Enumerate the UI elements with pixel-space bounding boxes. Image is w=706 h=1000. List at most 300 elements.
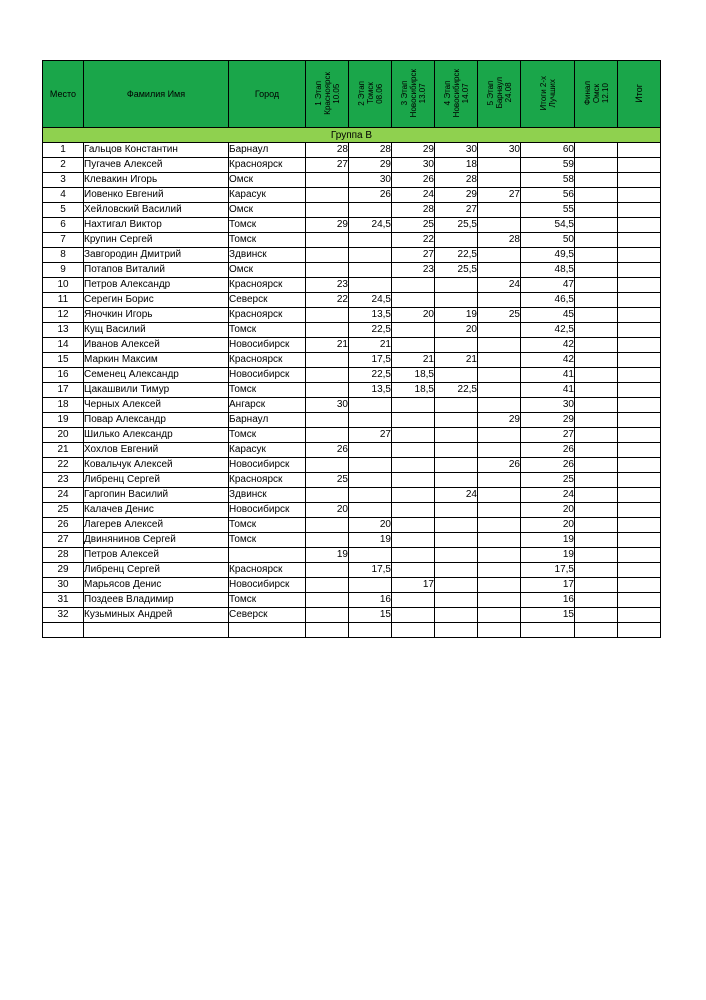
cell-best: 54,5 xyxy=(521,218,575,233)
header-row xyxy=(43,61,661,128)
cell-stage-5: 26 xyxy=(478,458,521,473)
cell-city: Томск xyxy=(229,593,306,608)
cell-stage-3: 22 xyxy=(392,233,435,248)
cell-city: Новосибирск xyxy=(229,503,306,518)
table-row xyxy=(43,533,661,548)
cell-stage-5 xyxy=(478,548,521,563)
table-row xyxy=(43,593,661,608)
cell-name: Завгородин Дмитрий xyxy=(84,248,229,263)
cell-stage-5 xyxy=(478,488,521,503)
cell-name: Черных Алексей xyxy=(84,398,229,413)
cell-stage-3: 30 xyxy=(392,158,435,173)
cell-best: 42,5 xyxy=(521,323,575,338)
cell-stage-2: 17,5 xyxy=(349,353,392,368)
cell-place: 10 xyxy=(43,278,84,293)
cell-place: 14 xyxy=(43,338,84,353)
cell-place: 19 xyxy=(43,413,84,428)
cell-stage-4: 24 xyxy=(435,488,478,503)
cell-stage-1 xyxy=(306,353,349,368)
cell-name: Петров Александр xyxy=(84,278,229,293)
cell-stage-3 xyxy=(392,548,435,563)
cell-name: Калачев Денис xyxy=(84,503,229,518)
cell-stage-4 xyxy=(435,548,478,563)
cell-stage-2 xyxy=(349,263,392,278)
cell-best: 20 xyxy=(521,518,575,533)
cell-total xyxy=(618,263,661,278)
cell-final xyxy=(575,308,618,323)
cell-stage-4 xyxy=(435,518,478,533)
cell-stage-5 xyxy=(478,218,521,233)
cell-stage-1: 23 xyxy=(306,278,349,293)
cell-stage-3 xyxy=(392,323,435,338)
cell-name: Крупин Сергей xyxy=(84,233,229,248)
cell-stage-2 xyxy=(349,488,392,503)
cell-stage-2 xyxy=(349,443,392,458)
cell-stage-3 xyxy=(392,488,435,503)
cell-total xyxy=(618,383,661,398)
cell-stage-4: 22,5 xyxy=(435,383,478,398)
cell-final xyxy=(575,563,618,578)
header-place: Место xyxy=(43,61,84,128)
cell-best: 48,5 xyxy=(521,263,575,278)
cell-stage-1 xyxy=(306,488,349,503)
cell-stage-1 xyxy=(306,188,349,203)
cell-name: Семенец Александр xyxy=(84,368,229,383)
cell-name: Клевакин Игорь xyxy=(84,173,229,188)
cell-city: Карасук xyxy=(229,443,306,458)
cell-stage-1: 22 xyxy=(306,293,349,308)
table-row xyxy=(43,338,661,353)
cell-stage-3: 24 xyxy=(392,188,435,203)
cell-city: Омск xyxy=(229,173,306,188)
cell-stage-1 xyxy=(306,368,349,383)
cell-stage-3 xyxy=(392,428,435,443)
cell-final xyxy=(575,218,618,233)
table-row xyxy=(43,578,661,593)
cell-place: 13 xyxy=(43,323,84,338)
empty-cell xyxy=(84,623,229,638)
cell-stage-1 xyxy=(306,413,349,428)
cell-stage-3: 20 xyxy=(392,308,435,323)
cell-name: Гальцов Константин xyxy=(84,143,229,158)
cell-final xyxy=(575,278,618,293)
cell-best: 42 xyxy=(521,353,575,368)
header-city: Город xyxy=(229,61,306,128)
results-table xyxy=(42,60,661,638)
cell-best: 24 xyxy=(521,488,575,503)
cell-total xyxy=(618,443,661,458)
cell-stage-1 xyxy=(306,383,349,398)
cell-place: 2 xyxy=(43,158,84,173)
cell-stage-1 xyxy=(306,233,349,248)
cell-place: 31 xyxy=(43,593,84,608)
empty-cell xyxy=(435,623,478,638)
cell-best: 45 xyxy=(521,308,575,323)
cell-stage-3 xyxy=(392,458,435,473)
cell-stage-3: 21 xyxy=(392,353,435,368)
cell-stage-3 xyxy=(392,608,435,623)
cell-total xyxy=(618,548,661,563)
cell-city: Омск xyxy=(229,263,306,278)
cell-best: 58 xyxy=(521,173,575,188)
cell-stage-3: 28 xyxy=(392,203,435,218)
cell-city: Красноярск xyxy=(229,563,306,578)
table-row xyxy=(43,548,661,563)
cell-best: 26 xyxy=(521,443,575,458)
cell-final xyxy=(575,398,618,413)
cell-best: 50 xyxy=(521,233,575,248)
cell-stage-5: 29 xyxy=(478,413,521,428)
cell-place: 8 xyxy=(43,248,84,263)
table-row xyxy=(43,458,661,473)
cell-city: Барнаул xyxy=(229,143,306,158)
cell-best: 41 xyxy=(521,368,575,383)
cell-city: Красноярск xyxy=(229,278,306,293)
header-stage-4: 4 Этап Новосибирск 14.07 xyxy=(435,61,478,128)
cell-city: Красноярск xyxy=(229,158,306,173)
cell-stage-5: 28 xyxy=(478,233,521,248)
cell-stage-3 xyxy=(392,338,435,353)
cell-stage-2: 13,5 xyxy=(349,383,392,398)
cell-stage-5 xyxy=(478,293,521,308)
cell-stage-4 xyxy=(435,443,478,458)
cell-stage-2 xyxy=(349,203,392,218)
cell-name: Кузьминых Андрей xyxy=(84,608,229,623)
cell-final xyxy=(575,383,618,398)
cell-name: Иовенко Евгений xyxy=(84,188,229,203)
cell-name: Хохлов Евгений xyxy=(84,443,229,458)
cell-total xyxy=(618,338,661,353)
cell-stage-3: 23 xyxy=(392,263,435,278)
cell-total xyxy=(618,458,661,473)
cell-best: 49,5 xyxy=(521,248,575,263)
cell-place: 11 xyxy=(43,293,84,308)
cell-final xyxy=(575,263,618,278)
cell-stage-2: 16 xyxy=(349,593,392,608)
cell-final xyxy=(575,368,618,383)
cell-stage-1: 30 xyxy=(306,398,349,413)
cell-final xyxy=(575,173,618,188)
cell-stage-5: 25 xyxy=(478,308,521,323)
cell-total xyxy=(618,473,661,488)
table-row xyxy=(43,248,661,263)
cell-best: 41 xyxy=(521,383,575,398)
cell-place: 29 xyxy=(43,563,84,578)
cell-stage-4 xyxy=(435,233,478,248)
cell-city: Северск xyxy=(229,608,306,623)
cell-stage-5 xyxy=(478,533,521,548)
cell-stage-5 xyxy=(478,203,521,218)
cell-name: Либренц Сергей xyxy=(84,563,229,578)
cell-name: Яночкин Игорь xyxy=(84,308,229,323)
cell-place: 28 xyxy=(43,548,84,563)
cell-city: Красноярск xyxy=(229,473,306,488)
cell-stage-1 xyxy=(306,578,349,593)
empty-cell xyxy=(575,623,618,638)
cell-stage-4 xyxy=(435,473,478,488)
cell-final xyxy=(575,473,618,488)
cell-stage-4 xyxy=(435,338,478,353)
cell-best: 59 xyxy=(521,158,575,173)
cell-stage-4 xyxy=(435,278,478,293)
header-stage-1: 1 Этап Красноярск 10.05 xyxy=(306,61,349,128)
table-row xyxy=(43,233,661,248)
table-row xyxy=(43,428,661,443)
cell-total xyxy=(618,488,661,503)
cell-stage-4: 30 xyxy=(435,143,478,158)
cell-final xyxy=(575,533,618,548)
empty-cell xyxy=(392,623,435,638)
cell-stage-5 xyxy=(478,338,521,353)
cell-final xyxy=(575,323,618,338)
cell-city xyxy=(229,548,306,563)
cell-total xyxy=(618,203,661,218)
cell-total xyxy=(618,248,661,263)
empty-cell xyxy=(478,623,521,638)
table-row xyxy=(43,473,661,488)
cell-stage-2 xyxy=(349,248,392,263)
cell-stage-2 xyxy=(349,578,392,593)
cell-stage-3: 29 xyxy=(392,143,435,158)
header-total: Итог xyxy=(618,61,661,128)
cell-best: 55 xyxy=(521,203,575,218)
cell-stage-5 xyxy=(478,473,521,488)
cell-stage-1 xyxy=(306,323,349,338)
cell-stage-1: 20 xyxy=(306,503,349,518)
cell-name: Иванов Алексей xyxy=(84,338,229,353)
table-row xyxy=(43,143,661,158)
cell-total xyxy=(618,533,661,548)
cell-stage-4 xyxy=(435,428,478,443)
cell-city: Томск xyxy=(229,533,306,548)
cell-best: 15 xyxy=(521,608,575,623)
cell-place: 30 xyxy=(43,578,84,593)
cell-stage-5 xyxy=(478,263,521,278)
cell-stage-5 xyxy=(478,158,521,173)
cell-stage-2: 24,5 xyxy=(349,293,392,308)
cell-name: Гаргопин Василий xyxy=(84,488,229,503)
table-row xyxy=(43,518,661,533)
cell-name: Нахтигал Виктор xyxy=(84,218,229,233)
cell-stage-1 xyxy=(306,203,349,218)
cell-final xyxy=(575,248,618,263)
cell-stage-3: 27 xyxy=(392,248,435,263)
cell-stage-5 xyxy=(478,398,521,413)
cell-stage-4: 28 xyxy=(435,173,478,188)
table-row xyxy=(43,218,661,233)
table-row xyxy=(43,413,661,428)
cell-final xyxy=(575,593,618,608)
cell-stage-5: 30 xyxy=(478,143,521,158)
cell-city: Красноярск xyxy=(229,353,306,368)
cell-place: 1 xyxy=(43,143,84,158)
cell-stage-5 xyxy=(478,323,521,338)
cell-stage-5 xyxy=(478,503,521,518)
cell-stage-5 xyxy=(478,428,521,443)
cell-total xyxy=(618,173,661,188)
cell-stage-2: 29 xyxy=(349,158,392,173)
cell-stage-2 xyxy=(349,413,392,428)
cell-place: 25 xyxy=(43,503,84,518)
cell-place: 18 xyxy=(43,398,84,413)
cell-final xyxy=(575,413,618,428)
cell-final xyxy=(575,548,618,563)
table-row xyxy=(43,608,661,623)
cell-stage-1 xyxy=(306,308,349,323)
cell-stage-5: 27 xyxy=(478,188,521,203)
cell-place: 12 xyxy=(43,308,84,323)
cell-stage-3 xyxy=(392,533,435,548)
cell-best: 17 xyxy=(521,578,575,593)
cell-final xyxy=(575,338,618,353)
cell-stage-5 xyxy=(478,578,521,593)
cell-name: Серегин Борис xyxy=(84,293,229,308)
cell-final xyxy=(575,488,618,503)
cell-stage-1 xyxy=(306,458,349,473)
cell-name: Поздеев Владимир xyxy=(84,593,229,608)
cell-stage-2: 22,5 xyxy=(349,368,392,383)
cell-stage-3 xyxy=(392,518,435,533)
cell-city: Томск xyxy=(229,428,306,443)
cell-stage-4 xyxy=(435,458,478,473)
cell-stage-4 xyxy=(435,503,478,518)
empty-cell xyxy=(521,623,575,638)
table-row xyxy=(43,158,661,173)
table-row xyxy=(43,398,661,413)
cell-total xyxy=(618,413,661,428)
empty-row xyxy=(43,623,661,638)
table-row xyxy=(43,323,661,338)
cell-stage-3: 25 xyxy=(392,218,435,233)
cell-stage-5 xyxy=(478,248,521,263)
cell-place: 21 xyxy=(43,443,84,458)
cell-stage-5 xyxy=(478,443,521,458)
table-row xyxy=(43,383,661,398)
cell-final xyxy=(575,203,618,218)
cell-place: 5 xyxy=(43,203,84,218)
cell-stage-2: 20 xyxy=(349,518,392,533)
cell-best: 16 xyxy=(521,593,575,608)
cell-stage-2: 15 xyxy=(349,608,392,623)
cell-stage-2 xyxy=(349,398,392,413)
cell-stage-2: 22,5 xyxy=(349,323,392,338)
cell-best: 42 xyxy=(521,338,575,353)
cell-stage-4 xyxy=(435,368,478,383)
cell-best: 25 xyxy=(521,473,575,488)
table-row xyxy=(43,368,661,383)
cell-stage-2: 26 xyxy=(349,188,392,203)
cell-total xyxy=(618,308,661,323)
cell-stage-4: 25,5 xyxy=(435,263,478,278)
cell-place: 6 xyxy=(43,218,84,233)
cell-city: Томск xyxy=(229,233,306,248)
cell-city: Северск xyxy=(229,293,306,308)
cell-stage-3 xyxy=(392,593,435,608)
cell-stage-5 xyxy=(478,353,521,368)
cell-best: 30 xyxy=(521,398,575,413)
cell-final xyxy=(575,578,618,593)
table-row xyxy=(43,353,661,368)
cell-stage-1: 29 xyxy=(306,218,349,233)
cell-final xyxy=(575,518,618,533)
table-row xyxy=(43,563,661,578)
cell-place: 17 xyxy=(43,383,84,398)
cell-best: 20 xyxy=(521,503,575,518)
cell-total xyxy=(618,353,661,368)
cell-name: Кущ Василий xyxy=(84,323,229,338)
cell-total xyxy=(618,278,661,293)
cell-total xyxy=(618,503,661,518)
cell-place: 22 xyxy=(43,458,84,473)
cell-city: Томск xyxy=(229,323,306,338)
empty-cell xyxy=(618,623,661,638)
cell-best: 29 xyxy=(521,413,575,428)
cell-place: 16 xyxy=(43,368,84,383)
cell-place: 4 xyxy=(43,188,84,203)
cell-place: 20 xyxy=(43,428,84,443)
cell-city: Новосибирск xyxy=(229,368,306,383)
cell-best: 17,5 xyxy=(521,563,575,578)
cell-best: 26 xyxy=(521,458,575,473)
cell-stage-5 xyxy=(478,593,521,608)
cell-stage-2: 17,5 xyxy=(349,563,392,578)
cell-stage-3: 18,5 xyxy=(392,383,435,398)
cell-total xyxy=(618,368,661,383)
cell-stage-3 xyxy=(392,503,435,518)
cell-stage-1 xyxy=(306,533,349,548)
cell-total xyxy=(618,578,661,593)
cell-stage-2 xyxy=(349,458,392,473)
cell-stage-4 xyxy=(435,608,478,623)
cell-name: Потапов Виталий xyxy=(84,263,229,278)
cell-stage-1 xyxy=(306,428,349,443)
cell-city: Томск xyxy=(229,518,306,533)
cell-stage-2: 24,5 xyxy=(349,218,392,233)
cell-place: 26 xyxy=(43,518,84,533)
cell-stage-4: 19 xyxy=(435,308,478,323)
cell-place: 32 xyxy=(43,608,84,623)
cell-name: Повар Александр xyxy=(84,413,229,428)
cell-final xyxy=(575,188,618,203)
cell-final xyxy=(575,143,618,158)
cell-stage-1: 28 xyxy=(306,143,349,158)
cell-place: 3 xyxy=(43,173,84,188)
cell-stage-4: 25,5 xyxy=(435,218,478,233)
cell-stage-5 xyxy=(478,608,521,623)
cell-city: Барнаул xyxy=(229,413,306,428)
cell-stage-3 xyxy=(392,473,435,488)
cell-place: 7 xyxy=(43,233,84,248)
cell-stage-2 xyxy=(349,278,392,293)
cell-total xyxy=(618,233,661,248)
cell-stage-1: 25 xyxy=(306,473,349,488)
cell-best: 60 xyxy=(521,143,575,158)
cell-stage-2: 21 xyxy=(349,338,392,353)
cell-final xyxy=(575,353,618,368)
cell-city: Ангарск xyxy=(229,398,306,413)
cell-stage-4 xyxy=(435,593,478,608)
cell-name: Хейловский Василий xyxy=(84,203,229,218)
cell-name: Лагерев Алексей xyxy=(84,518,229,533)
cell-stage-1 xyxy=(306,263,349,278)
table-row xyxy=(43,263,661,278)
cell-final xyxy=(575,233,618,248)
cell-total xyxy=(618,398,661,413)
cell-stage-2 xyxy=(349,548,392,563)
cell-final xyxy=(575,428,618,443)
cell-city: Омск xyxy=(229,203,306,218)
cell-city: Томск xyxy=(229,383,306,398)
